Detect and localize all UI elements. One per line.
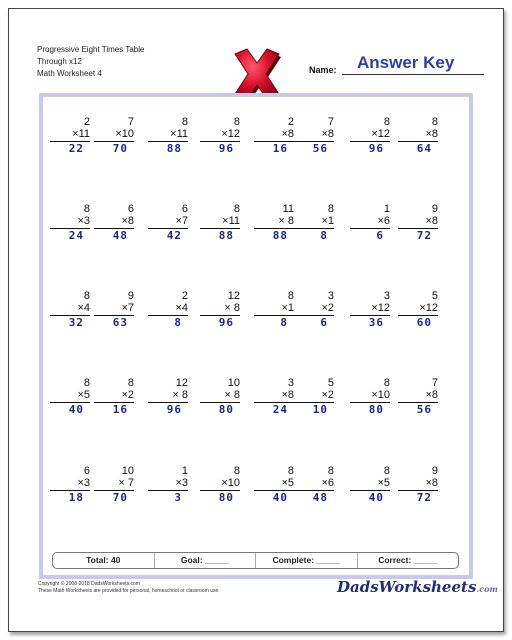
- multiplier: ×2: [321, 302, 334, 314]
- answer: 16: [112, 403, 128, 416]
- multiplier: ×3: [175, 477, 188, 489]
- answer: 64: [416, 142, 432, 155]
- answer: 36: [368, 316, 384, 329]
- problem: [50, 290, 90, 329]
- multiplicand: 6: [83, 465, 90, 477]
- problem: [294, 290, 334, 329]
- answer: 48: [112, 229, 128, 242]
- answer: 96: [218, 316, 234, 329]
- answer: 18: [68, 491, 84, 504]
- answer: 70: [112, 491, 128, 504]
- problem: [94, 290, 134, 329]
- multiplicand: 8: [383, 116, 390, 128]
- answer: 8: [174, 316, 182, 329]
- correct-field: Correct: _____: [378, 555, 438, 565]
- multiplicand: 10: [227, 377, 240, 389]
- answer: 96: [166, 403, 182, 416]
- answer: 6: [320, 316, 328, 329]
- multiplicand: 8: [383, 377, 390, 389]
- answer: 8: [280, 316, 288, 329]
- multiplicand: 3: [383, 290, 390, 302]
- copyright-line-2: These Math Worksheets are provided for personal, homeschool or classroom use.: [38, 588, 220, 594]
- answer: 56: [416, 403, 432, 416]
- answer: 8: [320, 229, 328, 242]
- multiplier: ×8: [425, 389, 438, 401]
- answer: 24: [68, 229, 84, 242]
- multiplier: ×7: [121, 302, 134, 314]
- answer: 10: [312, 403, 328, 416]
- title-line-3: Math Worksheet 4: [37, 69, 102, 78]
- answer: 40: [68, 403, 84, 416]
- multiplicand: 8: [233, 203, 240, 215]
- multiplicand: 8: [327, 203, 334, 215]
- multiplicand: 8: [83, 203, 90, 215]
- multiplier: ×8: [281, 389, 294, 401]
- problem: [350, 116, 390, 155]
- answer: 3: [174, 491, 182, 504]
- multiplier: ×3: [77, 215, 90, 227]
- problem: [294, 465, 334, 504]
- multiplier: ×10: [115, 128, 134, 140]
- problem: [350, 290, 390, 329]
- answer: 22: [68, 142, 84, 155]
- answer: 80: [218, 403, 234, 416]
- multiplier: ×12: [371, 128, 390, 140]
- answer: 88: [218, 229, 234, 242]
- multiplier: × 7: [118, 477, 134, 489]
- multiplier: ×8: [281, 128, 294, 140]
- multiplier: ×6: [377, 215, 390, 227]
- problem: [350, 377, 390, 416]
- problem: [148, 465, 188, 504]
- multiplier: ×10: [371, 389, 390, 401]
- multiplicand: 8: [83, 377, 90, 389]
- answer: 63: [112, 316, 128, 329]
- problem: [50, 465, 90, 504]
- multiplier: × 8: [278, 215, 294, 227]
- multiplicand: 5: [327, 377, 334, 389]
- answer: 70: [112, 142, 128, 155]
- answer-key-label: Answer Key: [357, 53, 455, 72]
- multiplier: ×8: [121, 215, 134, 227]
- multiplier: ×5: [377, 477, 390, 489]
- multiplicand: 3: [327, 290, 334, 302]
- problem: [200, 465, 240, 504]
- total-count: Total: 40: [53, 553, 155, 568]
- answer: 60: [416, 316, 432, 329]
- multiplicand: 12: [175, 377, 188, 389]
- problem: [294, 203, 334, 242]
- multiplier: × 8: [224, 302, 240, 314]
- multiplier: ×4: [175, 302, 188, 314]
- answer: 32: [68, 316, 84, 329]
- multiplicand: 9: [127, 290, 134, 302]
- problem: [254, 203, 294, 242]
- answer: 40: [272, 491, 288, 504]
- multiplier: ×11: [222, 215, 240, 227]
- multiplicand: 2: [83, 116, 90, 128]
- multiplicand: 1: [181, 465, 188, 477]
- answer: 88: [166, 142, 182, 155]
- score-bar: [52, 552, 459, 569]
- brand-suffix: .com: [476, 584, 498, 594]
- multiplicand: 3: [287, 377, 294, 389]
- answer: 56: [312, 142, 328, 155]
- answer: 48: [312, 491, 328, 504]
- problem: [254, 116, 294, 155]
- goal-field: Goal: _____: [155, 553, 257, 568]
- answer: 88: [272, 229, 288, 242]
- problem: [200, 290, 240, 329]
- answer: 6: [376, 229, 384, 242]
- multiplier: ×6: [321, 477, 334, 489]
- multiplicand: 8: [287, 465, 294, 477]
- problem: [94, 377, 134, 416]
- answer: 96: [368, 142, 384, 155]
- multiplicand: 8: [83, 290, 90, 302]
- multiplier: ×3: [77, 477, 90, 489]
- multiplicand: 6: [181, 203, 188, 215]
- multiplicand: 8: [233, 116, 240, 128]
- multiplier: ×5: [77, 389, 90, 401]
- problem: [294, 116, 334, 155]
- multiplier: ×12: [419, 302, 438, 314]
- problem: [398, 290, 438, 329]
- multiplicand: 5: [431, 290, 438, 302]
- multiplicand: 9: [431, 465, 438, 477]
- multiplicand: 8: [383, 465, 390, 477]
- multiplier: ×12: [371, 302, 390, 314]
- answer: 72: [416, 491, 432, 504]
- name-field: [309, 53, 485, 75]
- multiplicand: 8: [181, 116, 188, 128]
- problem: [350, 465, 390, 504]
- problem: [254, 465, 294, 504]
- multiplier: ×8: [425, 477, 438, 489]
- problem: [200, 116, 240, 155]
- problem: [148, 116, 188, 155]
- problem-panel: [39, 93, 473, 579]
- multiplier: ×8: [321, 128, 334, 140]
- multiplier: × 8: [224, 389, 240, 401]
- problem: [94, 465, 134, 504]
- name-line: [342, 74, 484, 75]
- multiplicand: 6: [127, 203, 134, 215]
- multiplicand: 12: [227, 290, 240, 302]
- problem: [398, 203, 438, 242]
- problem: [50, 203, 90, 242]
- brand-name: DadsWorksheets: [337, 578, 477, 596]
- answer: 24: [272, 403, 288, 416]
- problem: [200, 377, 240, 416]
- answer: 80: [218, 491, 234, 504]
- multiplicand: 7: [431, 377, 438, 389]
- multiplier: ×2: [321, 389, 334, 401]
- problem: [94, 203, 134, 242]
- problem: [94, 116, 134, 155]
- multiplicand: 9: [431, 203, 438, 215]
- problem: [398, 465, 438, 504]
- problem: [350, 203, 390, 242]
- complete-field: Complete: _____: [256, 553, 358, 568]
- copyright-notice: [38, 581, 220, 595]
- problem: [148, 290, 188, 329]
- multiplier: ×11: [170, 128, 188, 140]
- answer: 40: [368, 491, 384, 504]
- multiplicand: 8: [327, 465, 334, 477]
- multiplicand: 8: [431, 116, 438, 128]
- problem: [254, 290, 294, 329]
- copyright-line-1: Copyright © 2008-2018 DadsWorksheets.com: [38, 581, 140, 587]
- problem: [50, 377, 90, 416]
- title-line-1: Progressive Eight Times Table: [37, 45, 145, 54]
- problem: [50, 116, 90, 155]
- multiplicand: 2: [287, 116, 294, 128]
- multiplicand: 8: [287, 290, 294, 302]
- multiplier: ×12: [221, 128, 240, 140]
- multiplicand: 7: [327, 116, 334, 128]
- problem: [398, 116, 438, 155]
- multiplicand: 10: [121, 465, 134, 477]
- multiplicand: 8: [127, 377, 134, 389]
- multiplicand: 11: [282, 203, 294, 215]
- multiplier: ×10: [221, 477, 240, 489]
- multiplier: × 8: [172, 389, 188, 401]
- multiplicand: 2: [181, 290, 188, 302]
- multiplier: ×1: [281, 302, 294, 314]
- answer: 80: [368, 403, 384, 416]
- multiplier: ×7: [175, 215, 188, 227]
- problem: [200, 203, 240, 242]
- answer: 72: [416, 229, 432, 242]
- multiplier: ×5: [281, 477, 294, 489]
- problem: [148, 203, 188, 242]
- problem: [254, 377, 294, 416]
- multiplicand: 1: [383, 203, 390, 215]
- multiplier: ×1: [321, 215, 334, 227]
- multiplier: ×4: [77, 302, 90, 314]
- answer: 16: [272, 142, 288, 155]
- name-label: Name:: [309, 65, 337, 75]
- multiplier: ×11: [72, 128, 90, 140]
- problem: [148, 377, 188, 416]
- answer: 96: [218, 142, 234, 155]
- problem: [398, 377, 438, 416]
- multiplier: ×8: [425, 128, 438, 140]
- multiplier: ×8: [425, 215, 438, 227]
- multiplier: ×2: [121, 389, 134, 401]
- answer: 42: [166, 229, 182, 242]
- title-line-2: Through x12: [37, 57, 82, 66]
- brand-logo: [337, 578, 498, 596]
- multiplicand: 7: [127, 116, 134, 128]
- multiplicand: 8: [233, 465, 240, 477]
- worksheet-title: [37, 44, 144, 80]
- problem: [294, 377, 334, 416]
